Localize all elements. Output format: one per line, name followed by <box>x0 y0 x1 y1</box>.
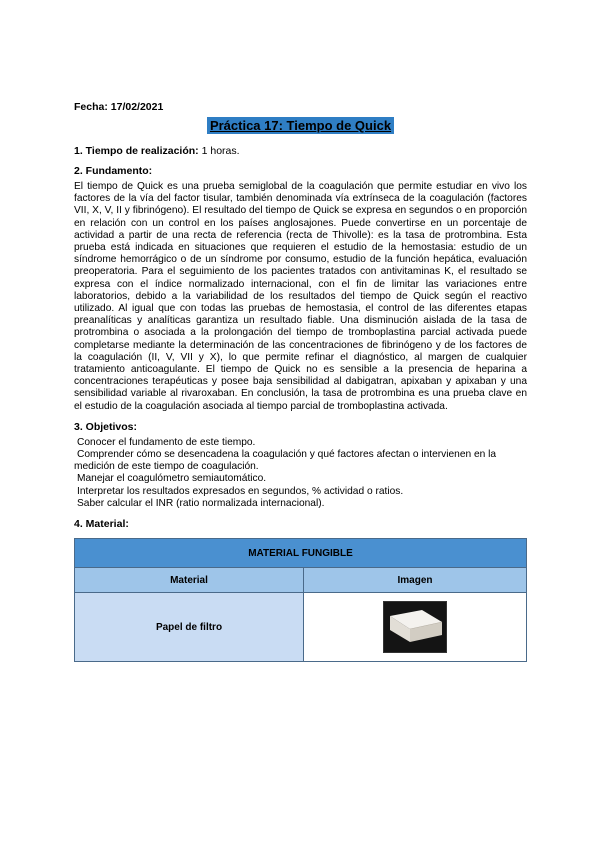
objectives-list <box>74 437 527 510</box>
date-line: Fecha: 17/02/2021 <box>74 101 164 113</box>
list-item: Saber calcular el INR (ratio normalizada internacional). <box>77 497 325 509</box>
filter-paper-image <box>383 601 447 653</box>
material-table <box>74 538 527 662</box>
section-1-heading: 1. Tiempo de realización: <box>74 145 199 157</box>
column-header-material: Material <box>75 568 304 593</box>
section-2-heading: 2. Fundamento: <box>74 165 153 177</box>
fundamento-paragraph: El tiempo de Quick es una prueba semiglobal de la coagulación que permite estudiar en vivo los factores de la vía del factor tisular, también denominada vía extrínseca de la coagulación (factores VII, X, V, II y fibrinógeno). El resultado del tiempo de Quick se expresa en segundos o en proporción en relación con un control en los países anglosajones. Puede convertirse en un porcentaje de actividad a partir de una recta de referencia (recta de Thivolle): es la tasa de protrombina. Esta prueba está indicada en situaciones que requieren el estudio de la hemostasia: estudio de un síndrome hemorrágico o de un síndrome por consumo, estudio de la función hepática, evaluación preoperatoria. Para el seguimiento de los pacientes tratados con antivitaminas K, el resultado se expresa con el índice normalizado internacional, con el fin de limitar las variaciones entre laboratorios, debido a la variabilidad de los resultados del tiempo de Quick según el reactivo utilizado. Al igual que con todas las pruebas de hemostasia, el control de las diferentes etapas preanalíticas y analíticas garantiza un resultado fiable. Una disminución aislada de la tasa de protrombina o asociada a la prolongación del tiempo de tromboplastina parcial activada puede completarse mediante la determinación de las concentraciones de fibrinógeno y de los factores de la coagulación (II, V, VII y X), lo que permite refinar el diagnóstico, al margen de cualquier tratamiento anticoagulante. El tiempo de Quick no es sensible a la presencia de heparina a concentraciones terapéuticas y posee baja sensibilidad al dabigatran, apixaban y apixaban y una sensibilidad variable al rivaroxaban. En conclusión, la tasa de protrombina es una prueba clave en el estudio de la coagulación asociada al tiempo parcial de tromboplastina activada. <box>74 181 527 412</box>
section-3-heading: 3. Objetivos: <box>74 420 138 433</box>
document-page <box>74 101 527 662</box>
material-cell: Papel de filtro <box>75 593 304 662</box>
list-item: Manejar el coagulómetro semiautomático. <box>77 473 267 485</box>
list-item: Conocer el fundamento de este tiempo. <box>77 436 256 448</box>
page-title: Práctica 17: Tiempo de Quick <box>207 117 394 134</box>
section-2-heading-line <box>74 165 527 177</box>
list-item: Comprender cómo se desencadena la coagulación y qué factores afectan o intervienen en la medición de este tiempo de coagulación. <box>74 449 497 473</box>
section-4-heading-line <box>74 518 527 530</box>
section-1-value: 1 horas. <box>198 145 240 157</box>
table-row <box>75 593 527 662</box>
section-1 <box>74 145 527 157</box>
column-header-image: Imagen <box>304 568 527 593</box>
table-caption: MATERIAL FUNGIBLE <box>75 539 527 568</box>
section-3-heading-line <box>74 421 527 433</box>
image-cell <box>304 593 527 662</box>
title-wrap <box>74 117 527 135</box>
section-4-heading: 4. Material: <box>74 518 129 531</box>
list-item: Interpretar los resultados expresados en segundos, % actividad o ratios. <box>77 485 404 497</box>
